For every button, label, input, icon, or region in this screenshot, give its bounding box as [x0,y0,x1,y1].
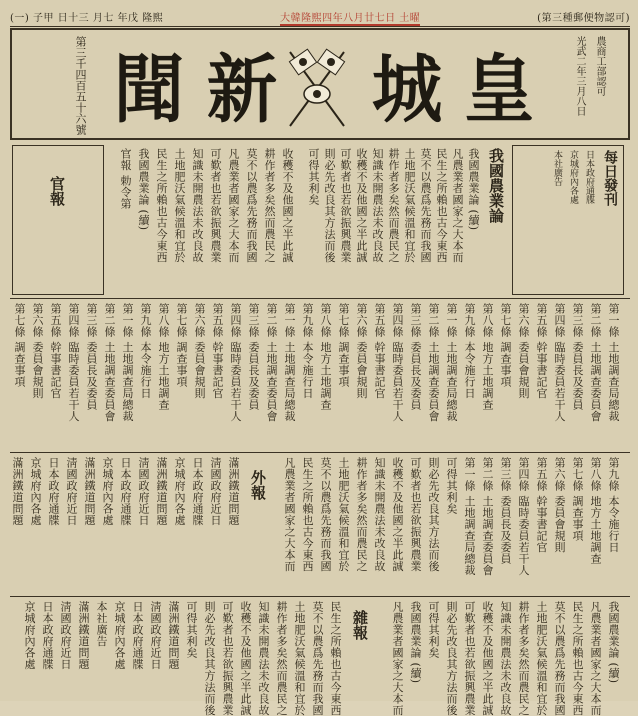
bottom-col-22: 可得其利矣 [185,601,198,659]
article-col-25: 第七條 調查事項 [175,303,188,388]
article-col-6: 第六條 委員會規則 [517,303,530,399]
bottom-col-24: 淸國政府近日 [149,601,162,670]
text-col-10: 則必先改良其方法而後 [323,148,336,263]
lower-col-27: 京城府內各處 [101,457,114,526]
article-col-32: 第五條 幹事書記官 [49,303,62,399]
text-col-2: 凡農業者國家之大本而 [451,148,464,263]
lower-col-9: 第一條 土地調查局總裁 [463,457,476,576]
date-line: 大韓隆熙四年八月廿七日 土曜 [280,12,421,24]
bottom-col-19: 收穫不及他國之半此誠 [239,601,252,716]
article-col-33: 第六條 委員會規則 [31,303,44,399]
lower-col-29: 淸國政府近日 [65,457,78,526]
article-col-15: 第六條 委員會規則 [355,303,368,399]
article-col-9: 第九條 本令施行日 [463,303,476,399]
article-col-24: 第六條 委員會規則 [193,303,206,399]
official-col-5: 知識未開農法未改良故 [191,148,204,263]
article-col-4: 第四條 臨時委員若干人 [553,303,566,422]
lower-col-20: 滿洲鐵道問題 [227,457,240,526]
official-col-7: 凡農業者國家之大本而 [227,148,240,263]
lower-col-7: 第三條 委員長及委員 [499,457,512,565]
article-col-1: 第一條 土地調查局總裁 [607,303,620,422]
lower-col-19: 凡農業者國家之大本而 [283,457,296,572]
title-char-3: 新 [206,47,277,133]
lower-col-25: 淸國政府近日 [137,457,150,526]
bottom-col-30: 日本政府通牒 [41,601,54,670]
article-col-7: 第七條 調查事項 [499,303,512,388]
publish-info-box [512,145,624,295]
title-char-1: 皇 [463,47,535,133]
text-col-11: 可得其利矣 [307,148,320,206]
bottom-col-7: 知識未開農法未改良故 [499,601,512,716]
article-col-20: 第二條 土地調查委員會 [265,303,278,422]
publish-line-3: 本社廣告 [552,150,562,186]
issue-number: 第三千四百五十六號 [74,36,87,135]
bottom-col-28: 滿洲鐵道問題 [77,601,90,670]
bottom-col-4: 莫不以農爲先務而我國 [553,601,566,716]
article-col-14: 第五條 幹事書記官 [373,303,386,399]
article-col-13: 第四條 臨時委員若干人 [391,303,404,422]
text-col-8: 收穫不及他國之半此誠 [355,148,368,263]
lower-col-14: 知識未開農法未改良故 [373,457,386,572]
bottom-col-12: 我國農業論 (續) [409,601,422,684]
founding-date: 光武二年三月八日 [574,36,585,116]
text-col-1: 我國農業論 (續) [467,148,480,231]
lower-col-13: 收穫不及他國之半此誠 [391,457,404,572]
lower-col-30: 日本政府通牒 [47,457,60,526]
lower-col-23: 京城府內各處 [173,457,186,526]
bottom-col-17: 耕作者多矣然而農民之 [275,601,288,716]
lower-col-5: 第五條 幹事書記官 [535,457,548,553]
lower-col-31: 京城府內各處 [29,457,42,526]
official-col-6: 可歎者也若欲振興農業 [209,148,222,263]
lower-col-8: 第二條 土地調查委員會 [481,457,494,576]
lower-col-3: 第七條 調查事項 [571,457,584,542]
bottom-col-23: 滿洲鐵道問題 [167,601,180,670]
article-col-31: 第四條 臨時委員若干人 [67,303,80,422]
text-col-4: 莫不以農爲先務而我國 [419,148,432,263]
article-col-27: 第九條 本令施行日 [139,303,152,399]
official-col-2: 我國農業論 (續) [137,148,150,231]
bottom-col-27: 本社廣告 [95,601,108,647]
article-col-10: 第一條 土地調查局總裁 [445,303,458,422]
bottom-col-13: 凡農業者國家之大本而 [391,601,404,716]
bottom-col-6: 耕作者多矣然而農民之 [517,601,530,716]
lower-col-4: 第六條 委員會規則 [553,457,566,553]
article-col-23: 第五條 幹事書記官 [211,303,224,399]
lower-col-28: 滿洲鐵道問題 [83,457,96,526]
editorial-heading: 我國農業論 [487,148,505,223]
ministry-approval: 農商工部認可 [594,36,605,96]
article-col-8: 第八條 地方土地調查 [481,303,494,411]
bottom-col-9: 可歎者也若欲振興農業 [463,601,476,716]
bottom-col-11: 可得其利矣 [427,601,440,659]
article-col-3: 第三條 委員長及委員 [571,303,584,411]
bottom-col-20: 可歎者也若欲振興農業 [221,601,234,716]
bottom-col-1: 我國農業論 (續) [607,601,620,684]
article-col-12: 第三條 委員長及委員 [409,303,422,411]
article-col-19: 第一條 土地調查局總裁 [283,303,296,422]
article-col-16: 第七條 調查事項 [337,303,350,388]
article-col-28: 第一條 土地調查局總裁 [121,303,134,422]
bottom-col-18: 知識未開農法未改良故 [257,601,270,716]
masthead-right-info [552,36,624,132]
masthead [10,28,630,140]
lower-col-32: 滿洲鐵道問題 [11,457,24,526]
official-col-9: 耕作者多矣然而農民之 [263,148,276,263]
official-col-1: 官報 勅令第 [119,148,132,210]
lower-col-6: 第四條 臨時委員若干人 [517,457,530,576]
top-header-line [10,6,630,27]
section-rule-3 [10,596,630,597]
lower-col-10: 可得其利矣 [445,457,458,515]
title-char-4: 聞 [113,47,185,133]
text-col-3: 民生之所賴也古今東西 [435,148,448,263]
lower-col-24: 滿洲鐵道問題 [155,457,168,526]
bottom-col-31: 京城府內各處 [23,601,36,670]
misc-news-heading: 雜報 [351,610,369,640]
lower-col-21: 淸國政府近日 [209,457,222,526]
article-col-29: 第二條 土地調查委員會 [103,303,116,422]
bottom-col-21: 則必先改良其方法而後 [203,601,216,716]
bottom-col-29: 淸國政府近日 [59,601,72,670]
bottom-col-3: 民生之所賴也古今東西 [571,601,584,716]
article-col-17: 第八條 地方土地調查 [319,303,332,411]
text-col-9: 可歎者也若欲振興農業 [339,148,352,263]
article-col-26: 第八條 地方土地調查 [157,303,170,411]
lower-col-16: 土地肥沃氣候溫和宜於 [337,457,350,572]
bottom-col-10: 則必先改良其方法而後 [445,601,458,716]
bottom-col-5: 土地肥沃氣候溫和宜於 [535,601,548,716]
section-rule-1 [10,298,630,299]
article-col-11: 第二條 土地調查委員會 [427,303,440,422]
lower-col-26: 日本政府通牒 [119,457,132,526]
bottom-col-2: 凡農業者國家之大本而 [589,601,602,716]
text-col-7: 知識未開農法未改良故 [371,148,384,263]
lower-col-12: 可歎者也若欲振興農業 [409,457,422,572]
section-rule-2 [10,452,630,453]
postal-line: (第三種郵便物認可) [537,12,630,24]
article-col-30: 第三條 委員長及委員 [85,303,98,411]
lower-col-15: 耕作者多矣然而農民之 [355,457,368,572]
article-col-5: 第五條 幹事書記官 [535,303,548,399]
text-col-6: 耕作者多矣然而農民之 [387,148,400,263]
lower-col-11: 則必先改良其方法而後 [427,457,440,572]
lower-col-18: 民生之所賴也古今東西 [301,457,314,572]
publish-line-1: 日本政府通牒 [584,150,594,204]
foreign-news-heading: 外報 [249,470,267,500]
publish-box-title: 每日發刊 [602,150,618,206]
article-col-34: 第七條 調查事項 [13,303,26,388]
lower-col-22: 日本政府通牒 [191,457,204,526]
article-col-21: 第三條 委員長及委員 [247,303,260,411]
bottom-col-15: 莫不以農爲先務而我國 [311,601,324,716]
bottom-col-26: 京城府內各處 [113,601,126,670]
official-col-4: 土地肥沃氣候溫和宜於 [173,148,186,263]
crossed-flags-emblem [282,48,352,128]
official-col-10: 收穫不及他國之半此誠 [281,148,294,263]
official-col-3: 民生之所賴也古今東西 [155,148,168,263]
publish-line-2: 京城府內各處 [568,150,578,204]
lower-col-2: 第八條 地方土地調查 [589,457,602,565]
bottom-col-8: 收穫不及他國之半此誠 [481,601,494,716]
text-col-5: 土地肥沃氣候溫和宜於 [403,148,416,263]
article-col-18: 第九條 本令施行日 [301,303,314,399]
bottom-col-25: 日本政府通牒 [131,601,144,670]
lower-col-17: 莫不以農爲先務而我國 [319,457,332,572]
official-heading: 官報 [48,176,66,206]
article-col-22: 第四條 臨時委員若干人 [229,303,242,422]
bottom-col-14: 民生之所賴也古今東西 [329,601,342,716]
official-gazette-box [12,145,104,295]
article-col-2: 第二條 土地調查委員會 [589,303,602,422]
lower-col-1: 第九條 本令施行日 [607,457,620,553]
title-char-2: 城 [371,47,442,133]
issue-line: (一) 子甲 日十三 月七 年戊 隆熙 [10,12,164,24]
official-col-8: 莫不以農爲先務而我國 [245,148,258,263]
bottom-col-16: 土地肥沃氣候溫和宜於 [293,601,306,716]
